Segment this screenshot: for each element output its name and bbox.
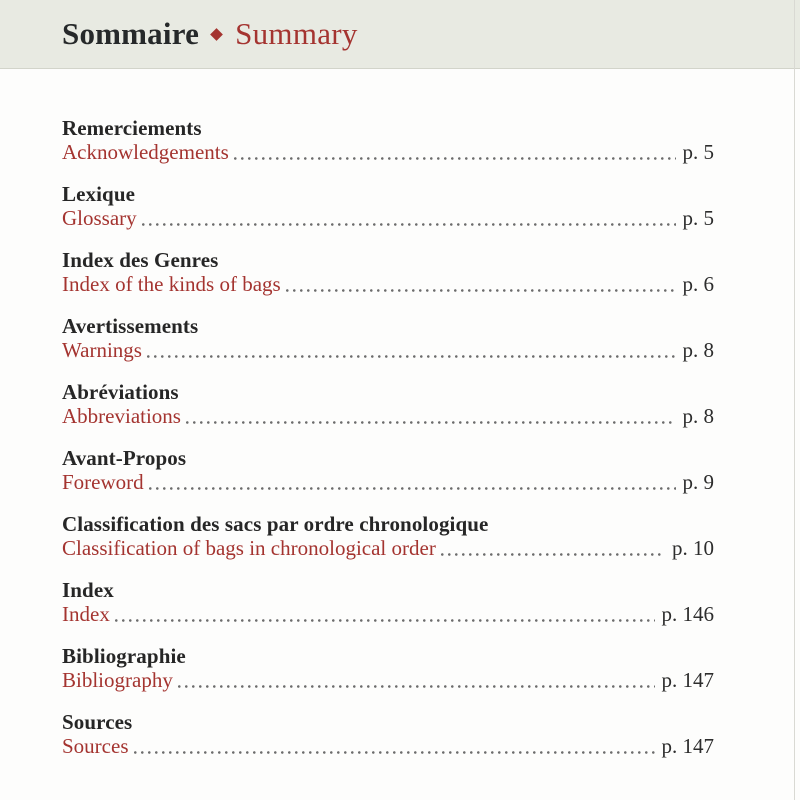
toc-entry bbox=[62, 380, 714, 429]
diamond-icon bbox=[210, 28, 223, 41]
toc-entry-title-french: Classification des sacs par ordre chronologique bbox=[62, 512, 489, 536]
toc-entry bbox=[62, 248, 714, 297]
toc-entry-page-number: p. 147 bbox=[661, 734, 714, 758]
toc-entry-title-english: Index bbox=[62, 602, 110, 626]
toc-entry bbox=[62, 446, 714, 495]
dotted-leader bbox=[147, 355, 676, 358]
toc-entry-title-english: Warnings bbox=[62, 338, 142, 362]
dotted-leader bbox=[134, 751, 655, 754]
toc-entry-page-number: p. 6 bbox=[682, 272, 714, 296]
dotted-leader bbox=[115, 619, 655, 622]
toc-entry bbox=[62, 644, 714, 693]
toc-entry-title-english: Acknowledgements bbox=[62, 140, 229, 164]
toc-entry-page-number: p. 8 bbox=[682, 338, 714, 362]
toc-list bbox=[0, 69, 800, 759]
toc-entry-page-number: p. 9 bbox=[682, 470, 714, 494]
toc-entry-title-french: Lexique bbox=[62, 182, 136, 206]
toc-entry-title-french: Abréviations bbox=[62, 380, 179, 404]
toc-entry bbox=[62, 512, 714, 561]
toc-entry-title-french: Avant-Propos bbox=[62, 446, 187, 470]
toc-entry bbox=[62, 710, 714, 759]
toc-entry bbox=[62, 182, 714, 231]
page-title-english: Summary bbox=[235, 16, 358, 51]
toc-entry bbox=[62, 116, 714, 165]
toc-entry-page-number: p. 5 bbox=[682, 140, 714, 164]
dotted-leader bbox=[142, 223, 676, 226]
toc-entry-title-english: Glossary bbox=[62, 206, 137, 230]
toc-entry-page-number: p. 8 bbox=[682, 404, 714, 428]
scan-page-edge bbox=[794, 0, 795, 800]
toc-entry-title-english: Classification of bags in chronological order bbox=[62, 536, 436, 560]
toc-entry-title-english: Sources bbox=[62, 734, 129, 758]
dotted-leader bbox=[234, 157, 676, 160]
toc-entry-title-english: Bibliography bbox=[62, 668, 173, 692]
toc-entry-title-french: Remerciements bbox=[62, 116, 202, 140]
dotted-leader bbox=[286, 289, 676, 292]
toc-entry-page-number: p. 10 bbox=[672, 536, 714, 560]
toc-entry-page-number: p. 5 bbox=[682, 206, 714, 230]
toc-entry bbox=[62, 578, 714, 627]
dotted-leader bbox=[149, 487, 676, 490]
dotted-leader bbox=[186, 421, 676, 424]
dotted-leader bbox=[441, 553, 665, 556]
toc-entry bbox=[62, 314, 714, 363]
toc-entry-title-french: Index bbox=[62, 578, 114, 602]
toc-entry-title-french: Bibliographie bbox=[62, 644, 186, 668]
toc-entry-title-english: Index of the kinds of bags bbox=[62, 272, 281, 296]
toc-entry-page-number: p. 146 bbox=[661, 602, 714, 626]
dotted-leader bbox=[178, 685, 655, 688]
toc-entry-title-french: Index des Genres bbox=[62, 248, 219, 272]
page-title-french: Sommaire bbox=[62, 16, 200, 51]
summary-header bbox=[0, 0, 800, 69]
toc-entry-title-french: Sources bbox=[62, 710, 133, 734]
toc-entry-page-number: p. 147 bbox=[661, 668, 714, 692]
toc-entry-title-english: Abbreviations bbox=[62, 404, 181, 428]
toc-entry-title-french: Avertissements bbox=[62, 314, 199, 338]
toc-entry-title-english: Foreword bbox=[62, 470, 144, 494]
